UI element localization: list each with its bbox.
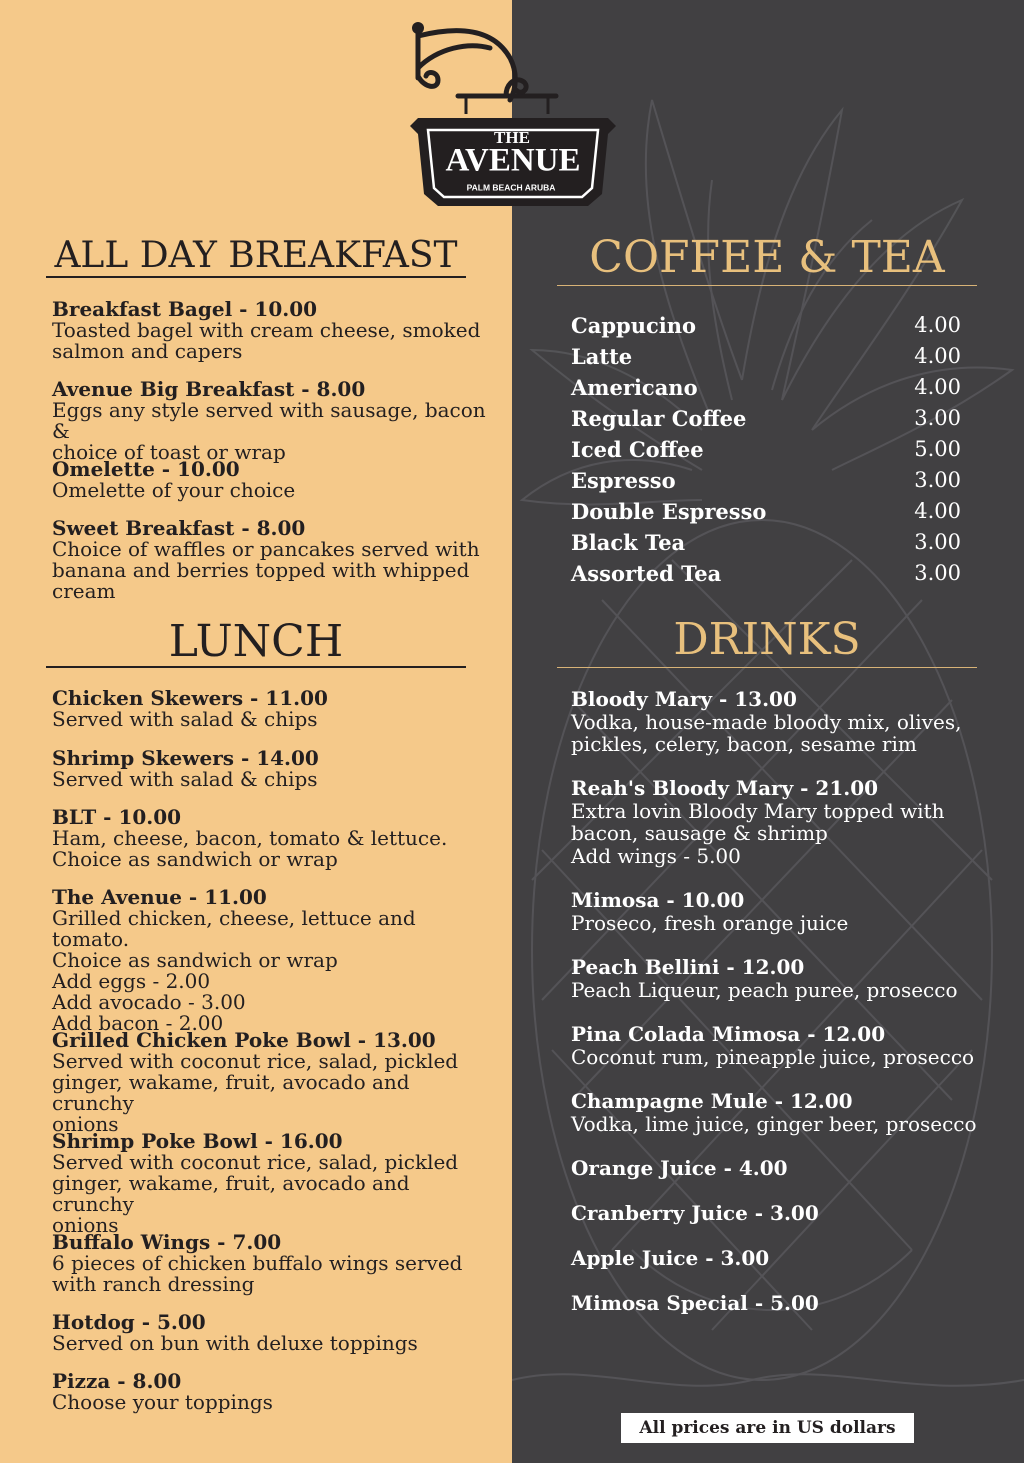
item-description: Proseco, fresh orange juice bbox=[571, 910, 849, 935]
item-name: BLT - 10.00 bbox=[52, 805, 182, 829]
item-description: Choice of waffles or pancakes served with banana and berries topped with whipped cream bbox=[52, 537, 480, 603]
item-name: Avenue Big Breakfast - 8.00 bbox=[52, 377, 366, 401]
item-name: Pina Colada Mimosa - 12.00 bbox=[571, 1022, 886, 1046]
item-description: Omelette of your choice bbox=[52, 478, 296, 502]
lunch-item bbox=[52, 1371, 492, 1413]
item-name: Latte bbox=[571, 344, 633, 369]
item-price: 4.00 bbox=[914, 499, 961, 523]
item-name: Americano bbox=[571, 375, 698, 400]
drink-item bbox=[571, 889, 991, 934]
drink-item bbox=[571, 1090, 991, 1135]
breakfast-item bbox=[52, 459, 492, 501]
item-description: Extra lovin Bloody Mary topped with bacon, sausage & shrimp Add wings - 5.00 bbox=[571, 798, 945, 868]
logo-the-text: THE bbox=[494, 127, 530, 147]
item-name: Black Tea bbox=[571, 530, 686, 555]
item-name: Apple Juice - 3.00 bbox=[571, 1246, 770, 1270]
drink-item bbox=[571, 1157, 991, 1180]
the-avenue-logo bbox=[398, 18, 628, 223]
coffee-item bbox=[571, 496, 961, 527]
item-name: Double Espresso bbox=[571, 499, 767, 524]
coffee-item bbox=[571, 310, 961, 341]
lunch-item bbox=[52, 887, 492, 1034]
item-description: Grilled chicken, cheese, lettuce and tomato. Choice as sandwich or wrap Add eggs - 2.00 Add avocado - 3.00 Add bacon - 2.00 bbox=[52, 906, 416, 1035]
breakfast-heading-rule bbox=[46, 276, 466, 278]
item-name: Shrimp Skewers - 14.00 bbox=[52, 746, 319, 770]
lunch-item bbox=[52, 748, 492, 790]
coffee-item bbox=[571, 403, 961, 434]
lunch-item bbox=[52, 1232, 492, 1295]
lunch-item bbox=[52, 1312, 492, 1354]
coffee-item bbox=[571, 341, 961, 372]
item-description: Choose your toppings bbox=[52, 1390, 273, 1414]
lunch-heading: LUNCH bbox=[168, 616, 344, 667]
item-description: Vodka, lime juice, ginger beer, prosecco bbox=[571, 1111, 977, 1136]
item-description: Served with salad & chips bbox=[52, 767, 318, 791]
item-name: Buffalo Wings - 7.00 bbox=[52, 1230, 282, 1254]
item-name: Mimosa - 10.00 bbox=[571, 888, 745, 912]
item-price: 3.00 bbox=[914, 561, 961, 585]
item-price: 4.00 bbox=[914, 344, 961, 368]
item-description: Served on bun with deluxe toppings bbox=[52, 1331, 418, 1355]
item-name: Chicken Skewers - 11.00 bbox=[52, 686, 328, 710]
item-name: Assorted Tea bbox=[571, 561, 722, 586]
item-name: Espresso bbox=[571, 468, 676, 493]
item-description: Served with salad & chips bbox=[52, 707, 318, 731]
breakfast-item bbox=[52, 299, 492, 362]
lunch-item bbox=[52, 1030, 492, 1135]
item-description: 6 pieces of chicken buffalo wings served with ranch dressing bbox=[52, 1251, 463, 1296]
item-name: Iced Coffee bbox=[571, 437, 704, 462]
item-name: Regular Coffee bbox=[571, 406, 747, 431]
item-price: 3.00 bbox=[914, 530, 961, 554]
item-name: Cappucino bbox=[571, 313, 696, 338]
item-price: 4.00 bbox=[914, 313, 961, 337]
item-name: Mimosa Special - 5.00 bbox=[571, 1291, 819, 1315]
coffee-item bbox=[571, 465, 961, 496]
coffee-tea-heading-rule bbox=[557, 285, 977, 286]
drinks-heading: DRINKS bbox=[673, 614, 861, 665]
item-description: Ham, cheese, bacon, tomato & lettuce. Choice as sandwich or wrap bbox=[52, 826, 448, 871]
drink-item bbox=[571, 1247, 991, 1270]
breakfast-heading: ALL DAY BREAKFAST bbox=[54, 235, 458, 276]
item-description: Served with coconut rice, salad, pickled ginger, wakame, fruit, avocado and crunchy onions bbox=[52, 1150, 459, 1237]
coffee-item bbox=[571, 527, 961, 558]
item-name: Hotdog - 5.00 bbox=[52, 1310, 206, 1334]
coffee-item bbox=[571, 372, 961, 403]
drinks-heading-rule bbox=[557, 667, 977, 668]
item-description: Vodka, house-made bloody mix, olives, pickles, celery, bacon, sesame rim bbox=[571, 709, 962, 756]
coffee-tea-heading: COFFEE & TEA bbox=[589, 232, 945, 283]
item-name: Champagne Mule - 12.00 bbox=[571, 1089, 853, 1113]
logo-name-text: AVENUE bbox=[445, 142, 581, 179]
item-description: Served with coconut rice, salad, pickled ginger, wakame, fruit, avocado and crunchy onions bbox=[52, 1049, 459, 1136]
coffee-item bbox=[571, 434, 961, 465]
item-name: Peach Bellini - 12.00 bbox=[571, 955, 805, 979]
breakfast-item bbox=[52, 518, 492, 602]
item-name: Cranberry Juice - 3.00 bbox=[571, 1201, 819, 1225]
item-name: Breakfast Bagel - 10.00 bbox=[52, 297, 318, 321]
drink-item bbox=[571, 956, 991, 1001]
item-name: Orange Juice - 4.00 bbox=[571, 1156, 788, 1180]
drink-item bbox=[571, 1202, 991, 1225]
drink-item bbox=[571, 1023, 991, 1068]
currency-note: All prices are in US dollars bbox=[621, 1413, 914, 1443]
drink-item bbox=[571, 777, 991, 867]
item-name: Omelette - 10.00 bbox=[52, 457, 240, 481]
item-description: Eggs any style served with sausage, bacon & choice of toast or wrap bbox=[52, 398, 486, 464]
item-price: 5.00 bbox=[914, 437, 961, 461]
lunch-heading-rule bbox=[46, 666, 466, 668]
item-name: Reah's Bloody Mary - 21.00 bbox=[571, 776, 879, 800]
item-price: 4.00 bbox=[914, 375, 961, 399]
lunch-item bbox=[52, 1131, 492, 1236]
item-name: Grilled Chicken Poke Bowl - 13.00 bbox=[52, 1028, 436, 1052]
logo-location-text: PALM BEACH ARUBA bbox=[466, 182, 556, 193]
lunch-item bbox=[52, 688, 492, 730]
item-description: Peach Liqueur, peach puree, prosecco bbox=[571, 977, 958, 1002]
item-name: The Avenue - 11.00 bbox=[52, 885, 267, 909]
lunch-item bbox=[52, 807, 492, 870]
item-description: Toasted bagel with cream cheese, smoked salmon and capers bbox=[52, 318, 481, 363]
item-name: Sweet Breakfast - 8.00 bbox=[52, 516, 306, 540]
drink-item bbox=[571, 688, 991, 756]
item-name: Shrimp Poke Bowl - 16.00 bbox=[52, 1129, 343, 1153]
breakfast-item bbox=[52, 379, 492, 463]
coffee-item bbox=[571, 558, 961, 589]
item-price: 3.00 bbox=[914, 406, 961, 430]
item-name: Bloody Mary - 13.00 bbox=[571, 687, 797, 711]
drink-item bbox=[571, 1292, 991, 1315]
item-description: Coconut rum, pineapple juice, prosecco bbox=[571, 1044, 975, 1069]
item-price: 3.00 bbox=[914, 468, 961, 492]
item-name: Pizza - 8.00 bbox=[52, 1369, 182, 1393]
